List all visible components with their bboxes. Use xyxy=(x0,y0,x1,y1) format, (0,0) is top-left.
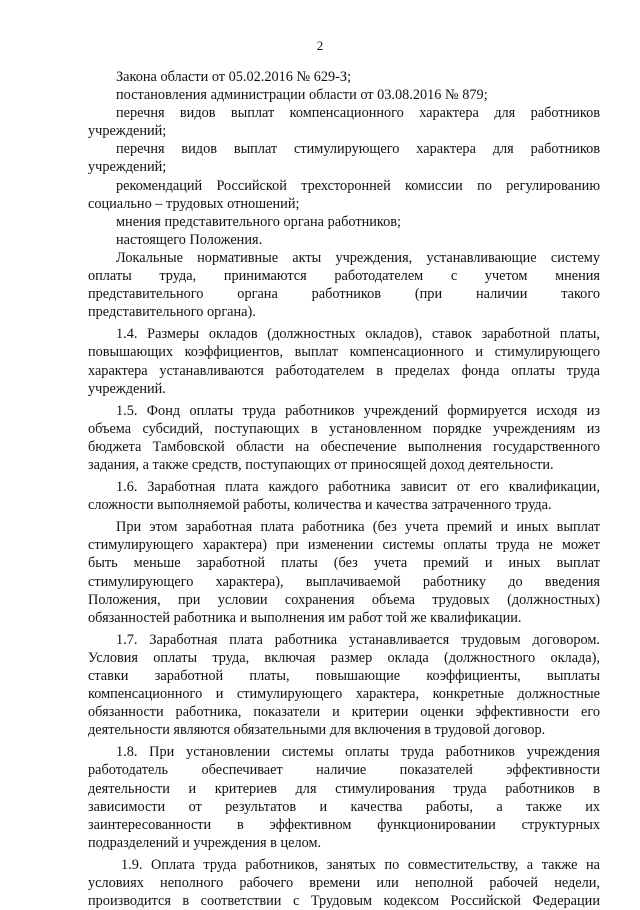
text-line: постановления администрации области от 03.08.2016 № 879; xyxy=(116,87,488,104)
text-line: настоящего Положения. xyxy=(116,231,263,248)
text-line: учреждений. xyxy=(88,380,166,397)
text-line: 1.5. Фонд оплаты труда работников учреждений формируется исходя из xyxy=(116,402,600,419)
text-line: мнения представительного органа работников; xyxy=(116,213,401,230)
text-line: ставки заработной платы, повышающие коэффициенты, выплаты xyxy=(88,668,600,684)
text-line: Условия оплаты труда, включая размер оклада (должностного оклада), xyxy=(88,649,600,666)
text-line: объема субсидий, поступающих в установленном порядке учреждениям из xyxy=(88,420,600,437)
page-number: 2 xyxy=(316,38,324,53)
text-line: работодатель обеспечивает наличие показателей эффективности xyxy=(88,762,600,779)
text-line: производится в соответствии с Трудовым кодексом Российской Федерации xyxy=(88,893,600,910)
text-line: стимулирующего характера), выплачиваемой работнику до введения xyxy=(88,573,600,590)
text-line: сложности выполняемой работы, количества и качества затраченного труда. xyxy=(88,497,552,514)
text-line: зависимости от результатов и качества работы, а также их xyxy=(88,798,600,815)
text-line: Положения, при условии сохранения объема трудовых (должностных) xyxy=(88,591,600,608)
text-line: 1.9. Оплата труда работников, занятых по совместительству, а также на xyxy=(121,856,600,873)
text-line: обязанностей работника и выполнения им работ той же квалификации. xyxy=(88,609,522,626)
text-line: характера устанавливаются работодателем в пределах фонда оплаты труда xyxy=(88,362,600,379)
text-line: Закона области от 05.02.2016 № 629-З; xyxy=(116,69,352,85)
text-line: заинтересованности в эффективном функционировании структурных xyxy=(88,816,600,833)
text-line: представительного органа). xyxy=(88,304,256,321)
text-line: компенсационного и стимулирующего характера, конкретные должностные xyxy=(88,686,600,703)
text-line: 1.6. Заработная плата каждого работника зависит от его квалификации, xyxy=(116,479,600,496)
text-line: 1.4. Размеры окладов (должностных окладов), ставок заработной платы, xyxy=(116,326,600,343)
text-line: деятельности являются обязательными для включения в трудовой договор. xyxy=(88,722,546,739)
document-body xyxy=(88,68,600,910)
text-line: учреждений; xyxy=(88,159,167,176)
text-line: подразделений и учреждения в целом. xyxy=(88,834,322,851)
text-line: быть меньше заработной платы (без учета премий и иных выплат xyxy=(88,555,600,572)
text-line: перечня видов выплат стимулирующего характера для работников xyxy=(116,141,600,158)
text-line: представительного органа работников (при наличии такого xyxy=(88,286,600,303)
text-line: 1.8. При установлении системы оплаты труда работников учреждения xyxy=(116,744,600,761)
text-line: обязанности работника, показатели и критерии оценки эффективности его xyxy=(88,704,600,721)
text-line: социально – трудовых отношений; xyxy=(88,195,300,212)
text-line: условиях неполного рабочего времени или неполной рабочей недели, xyxy=(88,875,600,892)
text-line: бюджета Тамбовской области на обеспечение выполнения государственного xyxy=(88,438,600,455)
text-line: повышающих коэффициентов, выплат компенсационного и стимулирующего xyxy=(88,344,600,361)
text-line: Локальные нормативные акты учреждения, устанавливающие систему xyxy=(116,249,600,266)
text-line: деятельности и критериев для стимулирования труда работников в xyxy=(88,780,600,797)
text-line: задания, а также средств, поступающих от приносящей доход деятельности. xyxy=(88,456,554,473)
text-line: стимулирующего характера) при изменении системы оплаты труда не может xyxy=(88,537,600,554)
text-line: При этом заработная плата работника (без учета премий и иных выплат xyxy=(116,519,600,536)
text-line: перечня видов выплат компенсационного характера для работников xyxy=(116,105,600,122)
text-line: рекомендаций Российской трехсторонней комиссии по регулированию xyxy=(116,177,600,194)
text-line: учреждений; xyxy=(88,123,167,140)
text-line: оплаты труда, принимаются работодателем с учетом мнения xyxy=(88,268,600,285)
text-line: 1.7. Заработная плата работника устанавливается трудовым договором. xyxy=(116,631,600,648)
